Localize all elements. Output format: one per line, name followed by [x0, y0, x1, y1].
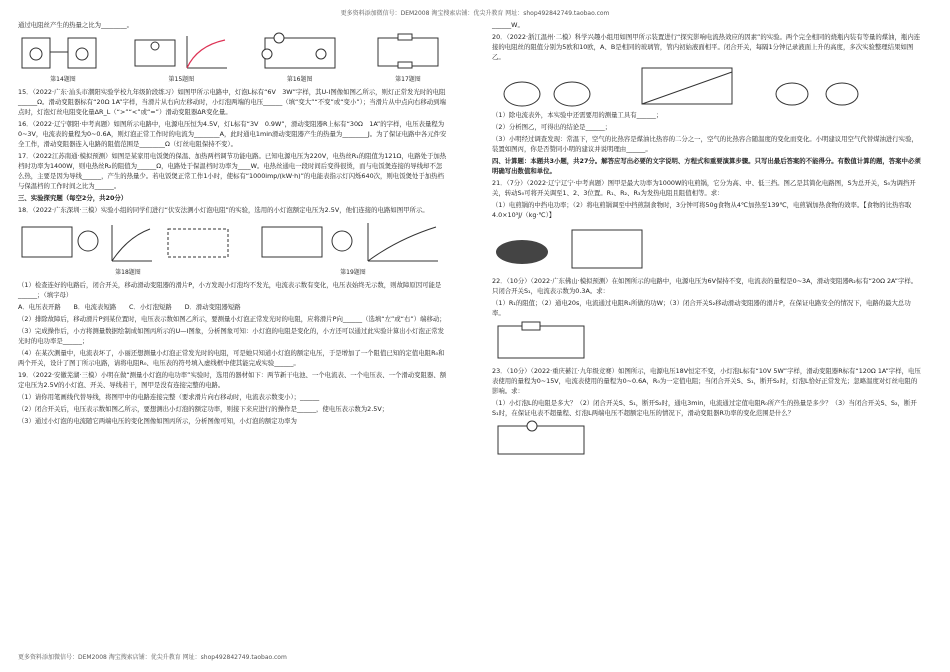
question-19-part2: （2）闭合开关后，电压表示数如图乙所示，要想测出小灯泡的额定功率，则接下来应进行的操作是______，使电压表示数为2.5V； — [18, 405, 389, 413]
question-17: 17．（2022江苏南通·模拟预测）如图是某家用电饭煲的保温、加热两档调节功能电路。已知电源电压为220V，电热丝R₁的阻值为121Ω，电路处于加热档时功率为1400W，则电热丝R₂的阻值为______Ω，电路处于保温档时功率为____W。电热丝通电一段时间后变得很烫，而与电饭煲连接的导线却不怎么热，主要是因为导线______，产生的热量少。若电饭煲正常工作1小时，使标有“1000imp/(kW·h)”的电能表指示灯闪烁640次，则电饭煲处于加热档与保温档的工作时间之比为______。 — [18, 152, 447, 190]
question-21: 21．（7分）（2022·辽宁辽宁·中考真题）图甲是最大功率为1000W的电煎锅，它分为高、中、低三挡。图乙是其简化电路图，S为总开关，S₀为调挡开关，转动S₀可将开关调至1、2、3位置。R₁、R₂、R₃为发热电阻且阻值相等。求： — [492, 179, 916, 197]
question-19: 19．（2022·安徽芜湖·三模）小明在做“测量小灯泡的电功率”实验时，选用的器材如下：两节新干电池、一个电流表、一个电压表、一个滑动变阻器、额定电压为2.5V的小灯泡、开关、导线若干，图甲是没有连接完整的电路。 — [18, 371, 447, 389]
question-20-part2: （2）分析图乙，可得出的结论是______； — [492, 123, 612, 131]
section-3-title: 三、实验探究题（每空2分，共20分） — [18, 194, 128, 202]
figure-18 — [18, 217, 238, 278]
question-15: 15．（2022·广东·汕头市潮阳实验学校九年级阶段练习）如图甲所示电路中，灯泡L标有“6V 3W”字样，其U-I图像如图乙所示，则灯正常发光时的电阻______Ω。滑动变阻器标有“20Ω 1A”字样，当滑片从右向左移动时，小灯泡两端的电压______（填“变大”“不变”或“变小”）；当滑片从中点向右移动到端点时，灯泡灯丝电阻变化量ΔR_L（“>”“<”或“=”）滑动变阻器ΔR变化量。 — [18, 88, 446, 116]
figure-23 — [492, 420, 922, 460]
question-22-parts: （1）R₁的阻值；（2）通电20s，电流通过电阻R₁所做的功W；（3）闭合开关S₂移动滑动变阻器的滑片P，在保证电路安全的情况下，电路的最大总功率。 — [492, 299, 911, 317]
intro-line: 通过电阻丝产生的热量之比为________。 — [18, 21, 134, 29]
figure-caption: 第18题图 — [115, 269, 141, 276]
question-20-part1: （1）除电流表外，本实验中还需要用的测量工具有______； — [492, 111, 663, 119]
question-16: 16．（2022·辽宁朝阳·中考真题）如图所示电路中，电源电压恒为4.5V，灯L标有“3V 0.9W”，滑动变阻器R上标有“30Ω 1A”的字样，电压表量程为0~3V，电流表的量程为0~0.6A，则灯泡正常工作时的电流为________A，此时通电1min滑动变阻器产生的热量为________J。为了保证电路中各元件安全工作，滑动变阻器连入电路的阻值范围是________Ω（灯丝电阻保持不变）。 — [18, 120, 447, 148]
question-20-part3: （3）小明经过调查发现：常温下，空气的比热容是煤油比热容的二分之一，空气的比热容合随温度的变化而变化。小明建议用空气代替煤油进行实验，装置如图丙，你是否赞同小明的建议并说明理由______。 — [492, 135, 918, 153]
figure-20 — [492, 64, 922, 108]
figure-19 — [258, 217, 448, 278]
question-18-part1: （1）检查连好的电路后，闭合开关，移动滑动变阻器的滑片P，小方发现小灯泡均不发光，电流表示数有变化，电压表始终无示数，则故障原因可能是______；（填字母） — [18, 281, 442, 299]
page-footer: 更多资料添加微信号：DEM2008 淘宝搜索店铺：优尖升教育 网址：shop492842749.taobao.com — [18, 654, 287, 661]
question-21-parts: （1）电煎锅的中挡电功率；（2）将电煎锅调至中挡煎制食物时，3分钟可将50g食物从4℃加热至139℃，电煎锅加热食物的效率。【食物的比热容取4.0×10³J/（kg·℃）】 — [492, 201, 912, 219]
figures-18-19 — [18, 217, 448, 278]
figure-16 — [255, 32, 345, 85]
question-18: 18．（2022·广东深圳·三模）实验小组的同学们进行“伏安法测小灯泡电阻”的实验，选用的小灯泡额定电压为2.5V，他们连接的电路如图甲所示。 — [18, 206, 429, 214]
question-22: 22．（10分）（2022·广东佛山·模拟预测）在如图所示的电路中，电源电压为6V保持不变，电流表的量程是0~3A，滑动变阻器R₂标有“20Ω 2A”字样。只闭合开关S₁，电流表示数为0.3A。求： — [492, 277, 918, 295]
left-column — [18, 20, 448, 428]
figure-15 — [131, 32, 231, 85]
figure-caption: 第14题图 — [50, 76, 76, 83]
q19-continuation: ______W。 — [492, 21, 524, 29]
figure-21 — [492, 222, 922, 274]
figure-17 — [368, 32, 448, 85]
question-18-part4: （4）在某次测量中，电流表坏了，小丽还想测量小灯泡正常发光时的电阻，可是她只知道小灯泡的额定电压，于是增加了一个阻值已知的定值电阻R₀和两个开关，设计了图丁所示电路，请将电阻R₀、电压表的符号填入虚线框中使其能完成实验______。 — [18, 349, 445, 367]
question-23: 23．（10分）（2022·重庆綦江·九年级竞赛）如图所示，电源电压18V恒定不变，小灯泡L标有“10V 5W”字样，滑动变阻器R标有“120Ω 1A”字样，电压表使用的量程为0~15V，电流表使用的量程为0~0.6A，R₀为一定值电阻；当闭合开关S、S₁，断开S₂时，灯泡L恰好正常发光；忽略温度对灯丝电阻的影响。求： — [492, 367, 921, 395]
question-20: 20．（2022·浙江温州·二模）科学兴趣小组用如图甲所示装置进行“探究影响电流热效应的因素”的实验。两个完全相同的烧瓶内装有等量的煤油，瓶内连接的电阻丝的阻值分别为5欧和10欧，A、B是相同的玻璃管，管内初始液面相平。闭合开关，每隔1分钟记录液面上升的高度，多次实验整理结果如图乙。 — [492, 33, 921, 61]
figure-14 — [18, 32, 108, 85]
figure-caption: 第17题图 — [395, 76, 421, 83]
figure-caption: 第16题图 — [286, 76, 313, 83]
figure-caption: 第19题图 — [340, 269, 366, 276]
question-18-options: A．电压表开路 B．电流表短路 C．小灯泡短路 D．滑动变阻器短路 — [18, 303, 241, 311]
section-4-title: 四、计算题：本题共3小题，共27分。解答应写出必要的文字说明、方程式和重要演算步骤。只写出最后答案的不能得分。有数值计算的题，答案中必须明确写出数值和单位。 — [492, 157, 921, 175]
question-19-part3: （3）通过小灯泡的电流随它两端电压的变化图像如图丙所示，分析图像可知，小灯泡的额定功率为 — [18, 417, 297, 425]
question-18-part2: （2）排除故障后，移动滑片P到某位置时，电压表示数如图乙所示，要测量小灯泡正常发光时的电阻，应将滑片P向______（选填“左”或“右”）端移动； — [18, 315, 446, 323]
figures-14-17 — [18, 32, 448, 85]
page-header: 更多资料添加微信号：DEM2008 淘宝搜索店铺：优尖升教育 网址：shop492842749.taobao.com — [340, 10, 610, 17]
question-19-part1: （1）请你用笔画线代替导线，将图甲中的电路连接完整（要求滑片向右移动时，电流表示数变小）；______ — [18, 393, 320, 401]
figure-22 — [492, 320, 922, 364]
question-23-parts: （1）小灯泡L的电阻是多大？（2）闭合开关S、S₁，断开S₂时，通电3min，电流通过定值电阻R₀所产生的热量是多少？（3）当闭合开关S、S₂，断开S₁时，在保证电表不超量程、灯泡L两端电压不超额定电压的情况下，滑动变阻器R功率的变化范围是什么？ — [492, 399, 917, 417]
question-18-part3: （3）完成操作后，小方将测量数据绘制成如图丙所示的U—I图象，分析图象可知：小灯泡的电阻是变化的，小方还可以通过此实验计算出小灯泡正常发光时的电功率是______； — [18, 327, 445, 345]
figure-caption: 第15题图 — [168, 76, 195, 83]
right-column — [492, 20, 922, 462]
